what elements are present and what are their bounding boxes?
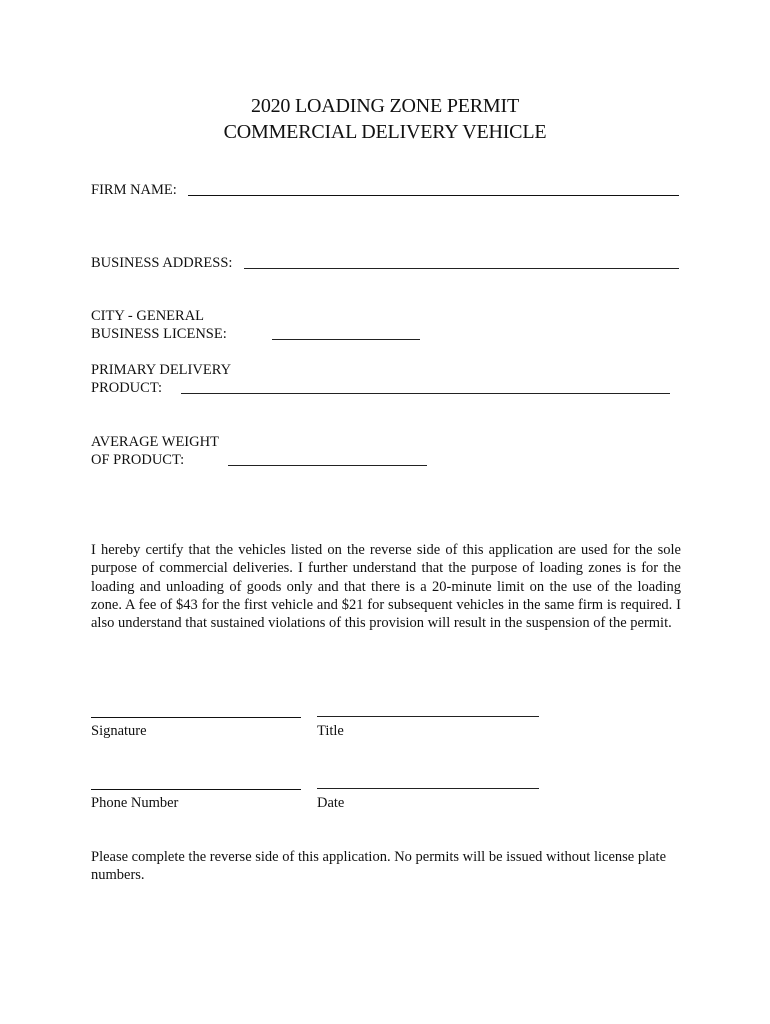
city-license-label-line-2: BUSINESS LICENSE: — [91, 326, 227, 342]
date-field[interactable] — [317, 788, 539, 789]
title-field[interactable] — [317, 716, 539, 717]
city-license-field[interactable] — [272, 339, 420, 340]
form-title-line-2: COMMERCIAL DELIVERY VEHICLE — [223, 121, 547, 143]
title-label: Title — [317, 723, 344, 739]
phone-number-label: Phone Number — [91, 795, 179, 811]
certification-paragraph: I hereby certify that the vehicles listed on the reverse side of this application are used for the sole purpose of commercial deliveries. I further understand that the purpose of loading zones is for the loading and unloading of goods only and that there is a 20-minute limit on the use of the loading zone. A fee of $43 for the first vehicle and $21 for subsequent vehicles in the same firm is required. I also understand that sustained violations of this provision will result in the suspension of the permit. — [91, 542, 681, 632]
firm-name-field[interactable] — [188, 195, 679, 196]
average-weight-label-line-1: AVERAGE WEIGHT — [91, 434, 219, 450]
date-label: Date — [317, 795, 345, 811]
business-address-label: BUSINESS ADDRESS: — [91, 255, 233, 271]
form-title-line-1: 2020 LOADING ZONE PERMIT — [251, 95, 519, 117]
city-license-label-line-1: CITY - GENERAL — [91, 308, 205, 324]
average-weight-field[interactable] — [228, 465, 427, 466]
firm-name-label: FIRM NAME: — [91, 182, 177, 198]
primary-product-label-line-1: PRIMARY DELIVERY — [91, 362, 232, 378]
primary-product-label-line-2: PRODUCT: — [91, 380, 162, 396]
signature-field[interactable] — [91, 717, 301, 718]
average-weight-label-line-2: OF PRODUCT: — [91, 452, 185, 468]
signature-label: Signature — [91, 723, 147, 739]
primary-product-field[interactable] — [181, 393, 670, 394]
footer-note: Please complete the reverse side of this application. No permits will be issued without license plate numbers. — [91, 849, 667, 884]
phone-number-field[interactable] — [91, 789, 301, 790]
business-address-field[interactable] — [244, 268, 679, 269]
